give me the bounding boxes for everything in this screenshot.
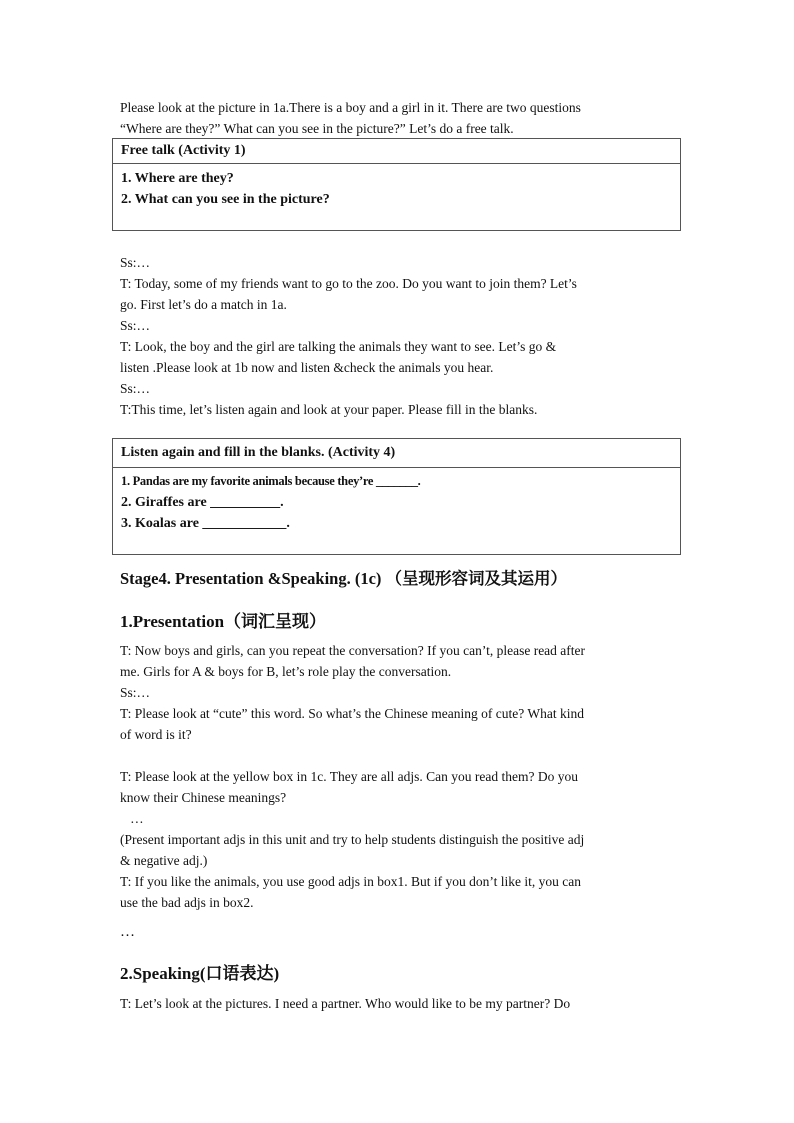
presentation-heading: 1.Presentation（词汇呈现） [120,612,327,631]
presentation-line: of word is it? [120,727,192,742]
presentation-line: Ss:… [120,685,151,700]
dialogue-line: go. First let’s do a match in 1a. [120,297,287,312]
listen-box [112,438,681,555]
speaking-line: T: Let’s look at the pictures. I need a partner. Who would like to be my partner? Do [120,996,571,1011]
listen-item: 3. Koalas are ____________. [121,516,290,531]
presentation-line [120,745,672,766]
intro-paragraph [120,97,672,139]
dialogue-line: Ss:… [120,381,151,396]
presentation-line: & negative adj.) [120,853,208,868]
presentation-line: T: Please look at the yellow box in 1c. They are all adjs. Can you read them? Do you [120,769,578,784]
dialogue-line: listen .Please look at 1b now and listen &check the animals you hear. [120,360,494,375]
presentation-line: T: Please look at “cute” this word. So what’s the Chinese meaning of cute? What kind [120,706,584,721]
presentation-line: T: Now boys and girls, can you repeat the conversation? If you can’t, please read after [120,643,586,658]
stage4-heading: Stage4. Presentation &Speaking. (1c) （呈现形容词及其运用） [120,569,568,588]
intro-line: Please look at the picture in 1a.There is a boy and a girl in it. There are two questions [120,100,581,115]
dialogue-line: Ss:… [120,318,151,333]
listen-item: 1. Pandas are my favorite animals because they’re _______. [121,474,421,488]
presentation-line: me. Girls for A & boys for B, let’s role play the conversation. [120,664,452,679]
presentation-line: … [120,811,144,826]
free-talk-question: 2. What can you see in the picture? [121,192,330,207]
presentation-line: T: If you like the animals, you use good adjs in box1. But if you don’t like it, you can [120,874,582,889]
presentation-line: use the bad adjs in box2. [120,895,254,910]
dialogue-line: T: Today, some of my friends want to go to the zoo. Do you want to join them? Let’s [120,276,577,291]
presentation-line: know their Chinese meanings? [120,790,287,805]
free-talk-box [112,138,681,231]
intro-line: “Where are they?” What can you see in the picture?” Let’s do a free talk. [120,121,514,136]
dialogue-line: T:This time, let’s listen again and look at your paper. Please fill in the blanks. [120,402,538,417]
speaking-heading: 2.Speaking(口语表达) [120,964,280,983]
listen-title: Listen again and fill in the blanks. (Activity 4) [113,439,680,468]
free-talk-question: 1. Where are they? [121,171,234,186]
presentation-ellipsis: … [120,924,135,940]
listen-item: 2. Giraffes are __________. [121,495,284,510]
dialogue-paragraph [120,252,672,420]
free-talk-title: Free talk (Activity 1) [113,139,680,164]
dialogue-line: T: Look, the boy and the girl are talking the animals they want to see. Let’s go & [120,339,557,354]
dialogue-line: Ss:… [120,255,151,270]
presentation-paragraph [120,640,672,913]
presentation-line: (Present important adjs in this unit and try to help students distinguish the positive adj [120,832,585,847]
